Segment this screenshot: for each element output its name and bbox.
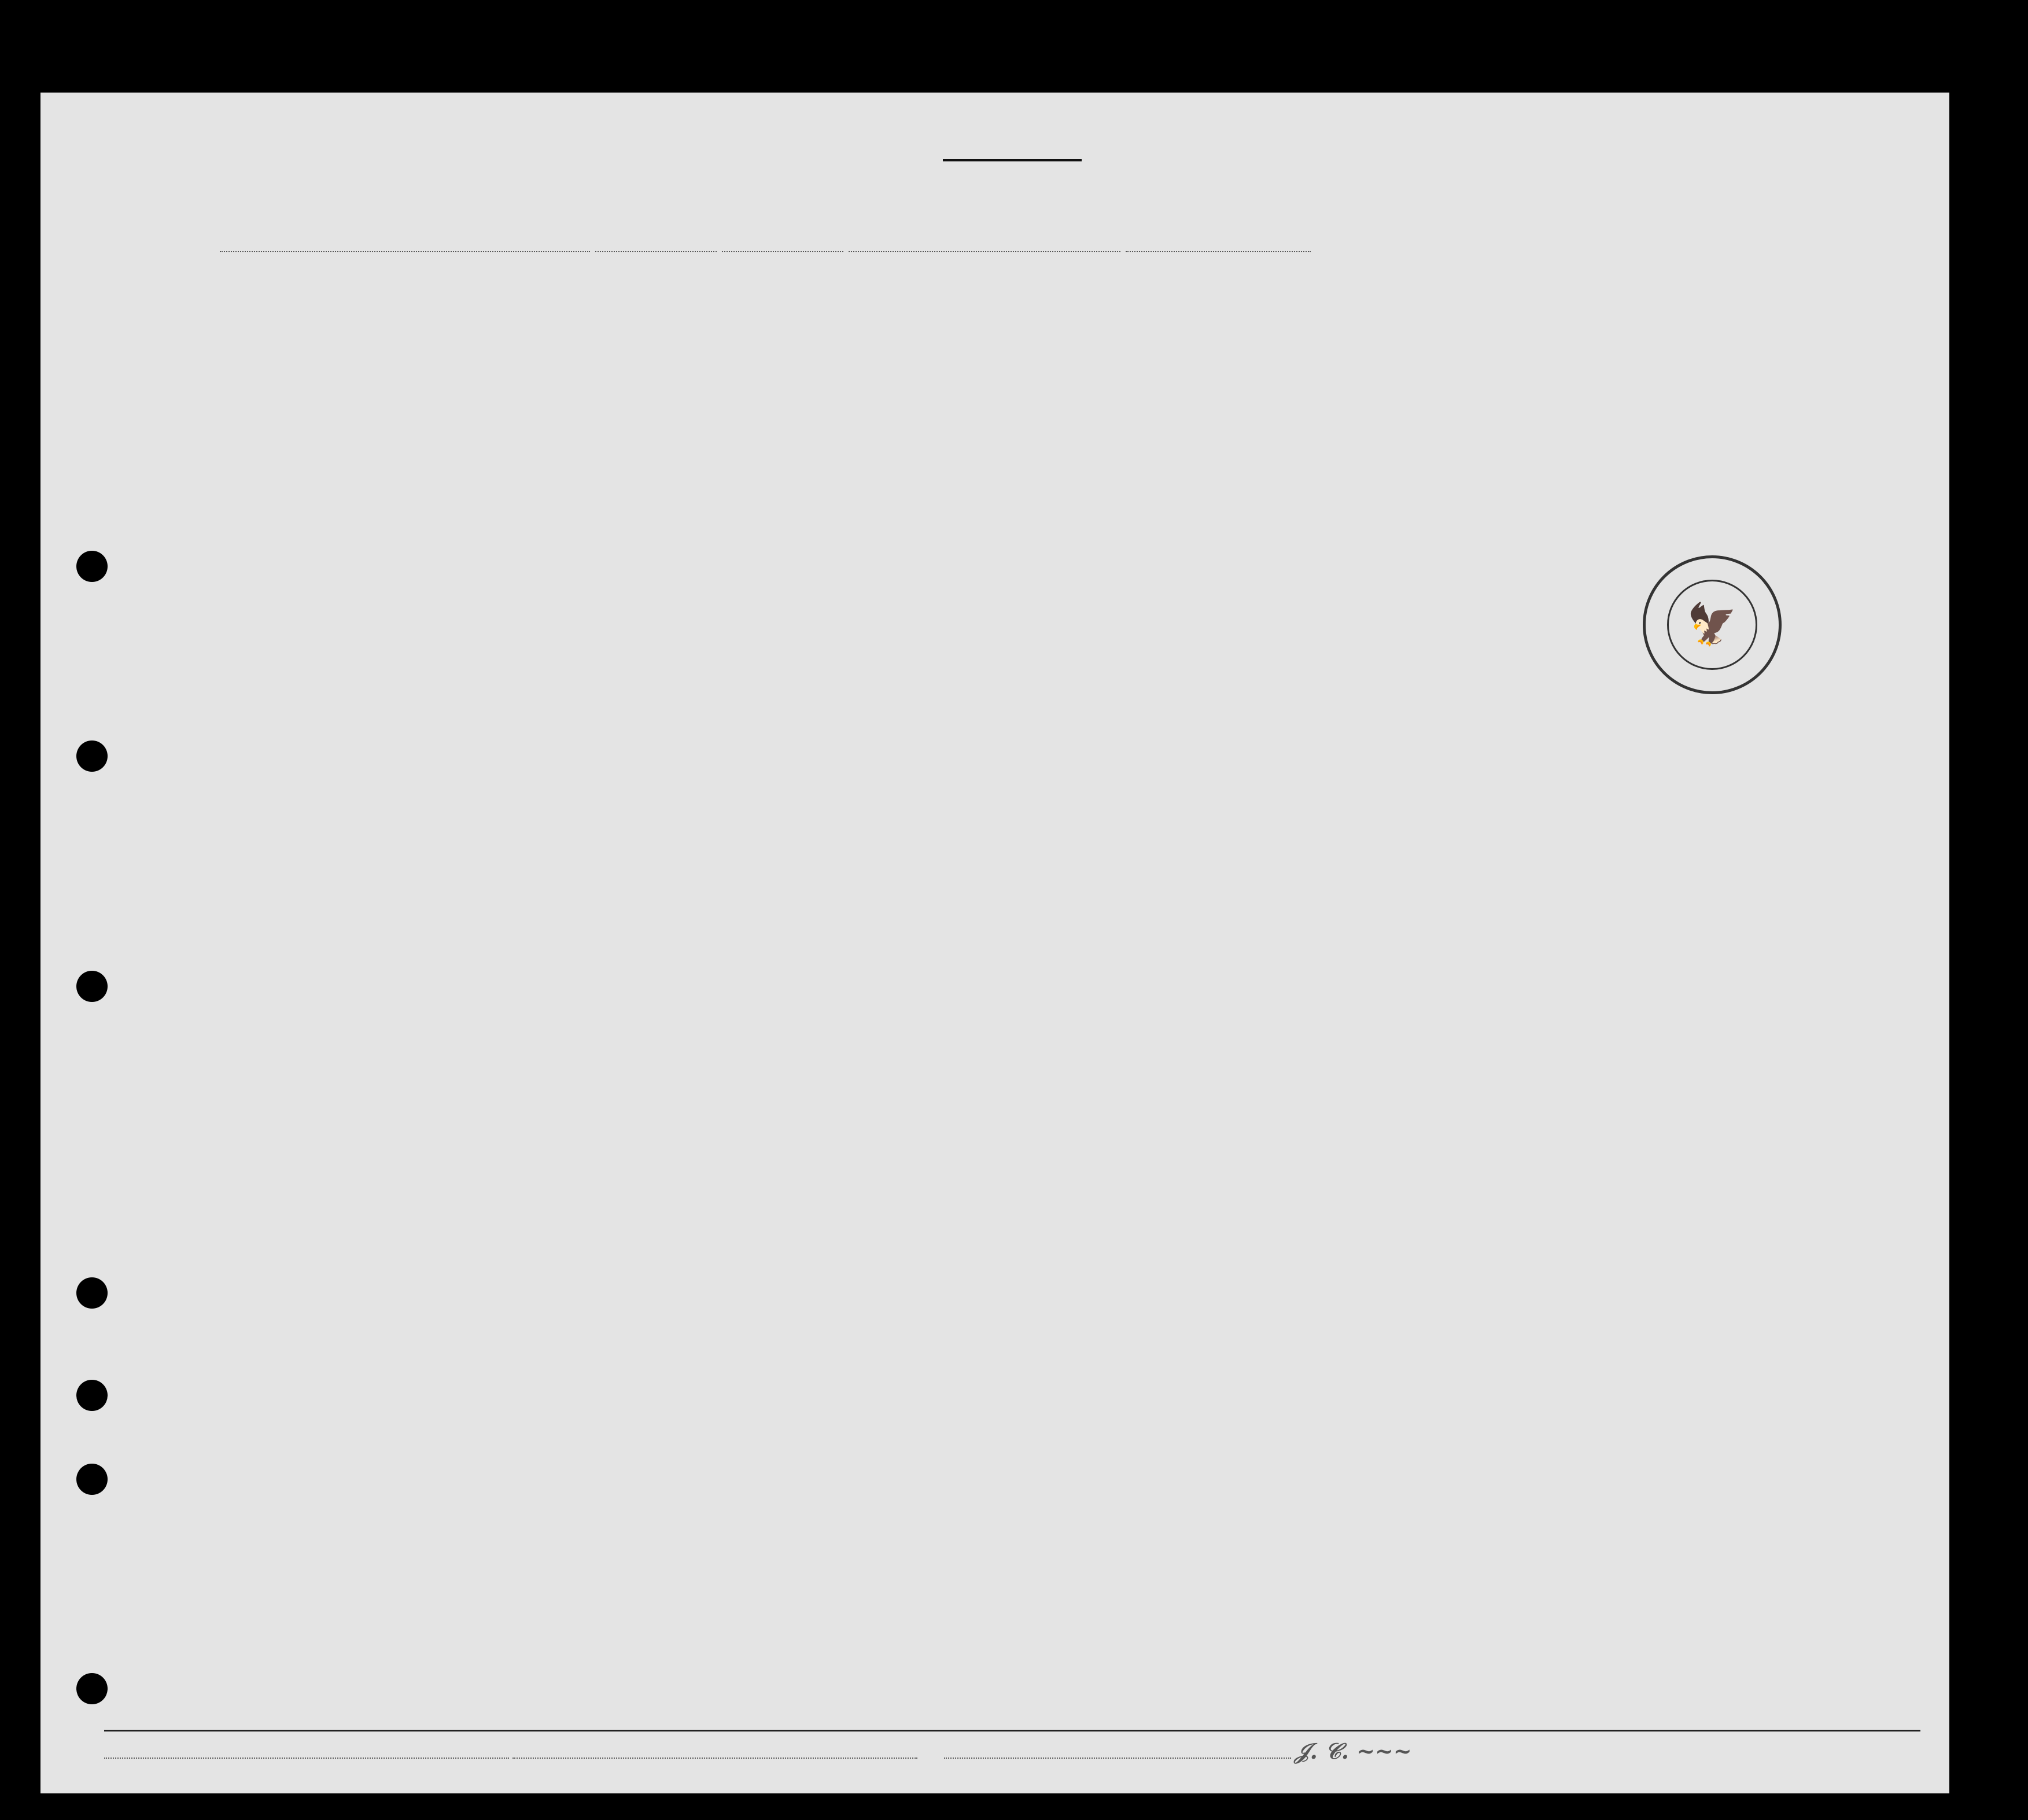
- departure-date: [722, 251, 843, 252]
- arrival-date: [1126, 251, 1311, 252]
- line-value: [104, 1758, 509, 1759]
- vessel-name: [220, 251, 590, 252]
- title-rule: [943, 159, 1082, 161]
- punch-hole: [76, 1464, 108, 1495]
- punch-hole: [76, 1380, 108, 1411]
- punch-hole: [76, 1673, 108, 1704]
- punch-hole: [76, 1277, 108, 1309]
- agents-value: [944, 1758, 1291, 1759]
- consulate-stamp: [1643, 555, 1782, 694]
- punch-hole: [76, 740, 108, 772]
- sheet-block: [1756, 123, 1773, 147]
- eagle-seal-icon: 🦅: [1667, 580, 1757, 670]
- owners-value: [512, 1758, 917, 1759]
- voyage-line: [220, 229, 1311, 259]
- manifest-sheet: [40, 93, 1949, 1793]
- crew-table: [104, 272, 1909, 1730]
- departure-port: [595, 251, 717, 252]
- punch-hole: [76, 971, 108, 1002]
- punch-hole: [76, 551, 108, 582]
- officer-signature: 𝒥. 𝒞. ~~~: [1295, 1738, 1412, 1764]
- arrival-port: [849, 251, 1120, 252]
